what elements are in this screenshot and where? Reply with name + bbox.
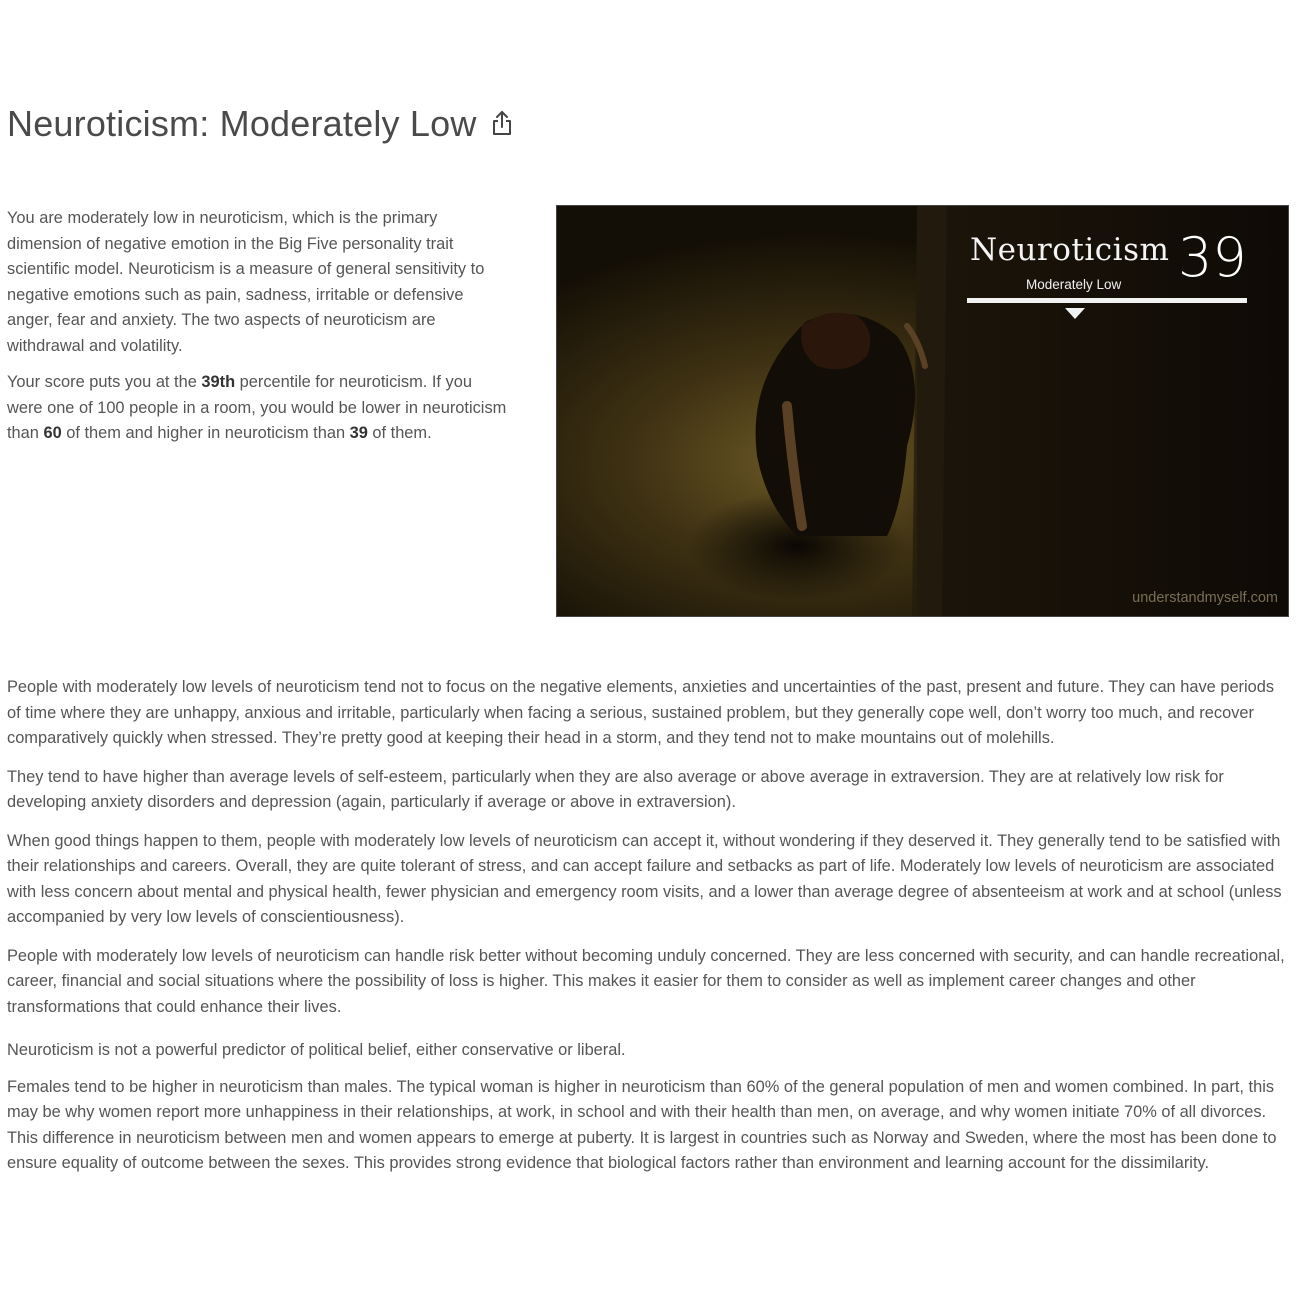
watermark: understandmyself.com <box>1132 590 1278 606</box>
lower-than-count: 60 <box>43 424 62 442</box>
percentile-value: 39th <box>201 373 236 391</box>
page-title: Neuroticism: Moderately Low <box>7 103 477 144</box>
description-paragraph-4: People with moderately low levels of neuroticism can handle risk better without becoming unduly concerned. They are less concerned with security, and can handle recreational, career, financial and social situations where the possibility of loss is higher. This makes it easier for them to consider as well as implement career changes and other transformations that could enhance their lives. <box>7 946 1285 1016</box>
intro-text <box>7 206 512 458</box>
text-fragment: percentile for neuroticism. If you were one of 100 people in a room, you would be lower in neuroticism than <box>7 373 507 442</box>
share-icon[interactable] <box>489 109 515 139</box>
hero-trait-name: Neuroticism <box>970 232 1170 268</box>
hero-pointer-triangle <box>1065 308 1085 319</box>
hero-level-label: Moderately Low <box>1026 277 1122 292</box>
higher-than-count: 39 <box>349 424 368 442</box>
intro-paragraph-2 <box>7 370 512 447</box>
description-paragraph-2: They tend to have higher than average levels of self-esteem, particularly when they are also average or above average in extraversion. They are at relatively low risk for developing anxiety disorders and depression (again, particularly if average or above in extraversion). <box>7 767 1224 811</box>
description-text <box>7 675 1290 1190</box>
description-paragraph-3: When good things happen to them, people with moderately low levels of neuroticism can accept it, without wondering if they deserved it. They generally tend to be satisfied with their relationships and careers. Overall, they are quite tolerant of stress, and can accept failure and setbacks as part of life. Moderately low levels of neuroticism are associated with less concern about mental and physical health, fewer physician and emergency room visits, and a lower than average degree of absenteeism at work and at school (unless accompanied by very low levels of conscientiousness). <box>7 831 1282 926</box>
description-paragraph-1: People with moderately low levels of neuroticism tend not to focus on the negative elements, anxieties and uncertainties of the past, present and future. They can have periods of time where they are unhappy, anxious and irritable, particularly when facing a serious, sustained problem, but they generally cope well, don’t worry too much, and recover comparatively quickly when stressed. They’re pretty good at keeping their head in a storm, and they tend not to make mountains out of molehills. <box>7 678 1275 747</box>
hero-score: 39 <box>1178 226 1247 289</box>
text-fragment: of them and higher in neuroticism than <box>61 424 350 442</box>
hero-divider <box>967 298 1247 303</box>
page-header <box>7 103 515 145</box>
trait-hero-image <box>556 205 1289 617</box>
description-paragraph-6: Females tend to be higher in neuroticism than males. The typical woman is higher in neuroticism than 60% of the general population of men and women combined. In part, this may be why women report more unhappiness in their relationships, at work, in school and with their health than men, on average, and why women initiate 70% of all divorces. This difference in neuroticism between men and women appears to emerge at puberty. It is largest in countries such as Norway and Sweden, where the most has been done to ensure equality of outcome between the sexes. This provides strong evidence that biological factors rather than environment and learning account for the dissimilarity. <box>7 1077 1277 1172</box>
intro-paragraph-1: You are moderately low in neuroticism, which is the primary dimension of negative emotion in the Big Five personality trait scientific model. Neuroticism is a measure of general sensitivity to negative emotions such as pain, sadness, irritable or defensive anger, fear and anxiety. The two aspects of neuroticism are withdrawal and volatility. <box>7 209 485 355</box>
text-fragment: Your score puts you at the <box>7 373 202 391</box>
description-paragraph-5: Neuroticism is not a powerful predictor of political belief, either conservative or liberal. <box>7 1041 626 1059</box>
text-fragment: of them. <box>367 424 432 442</box>
